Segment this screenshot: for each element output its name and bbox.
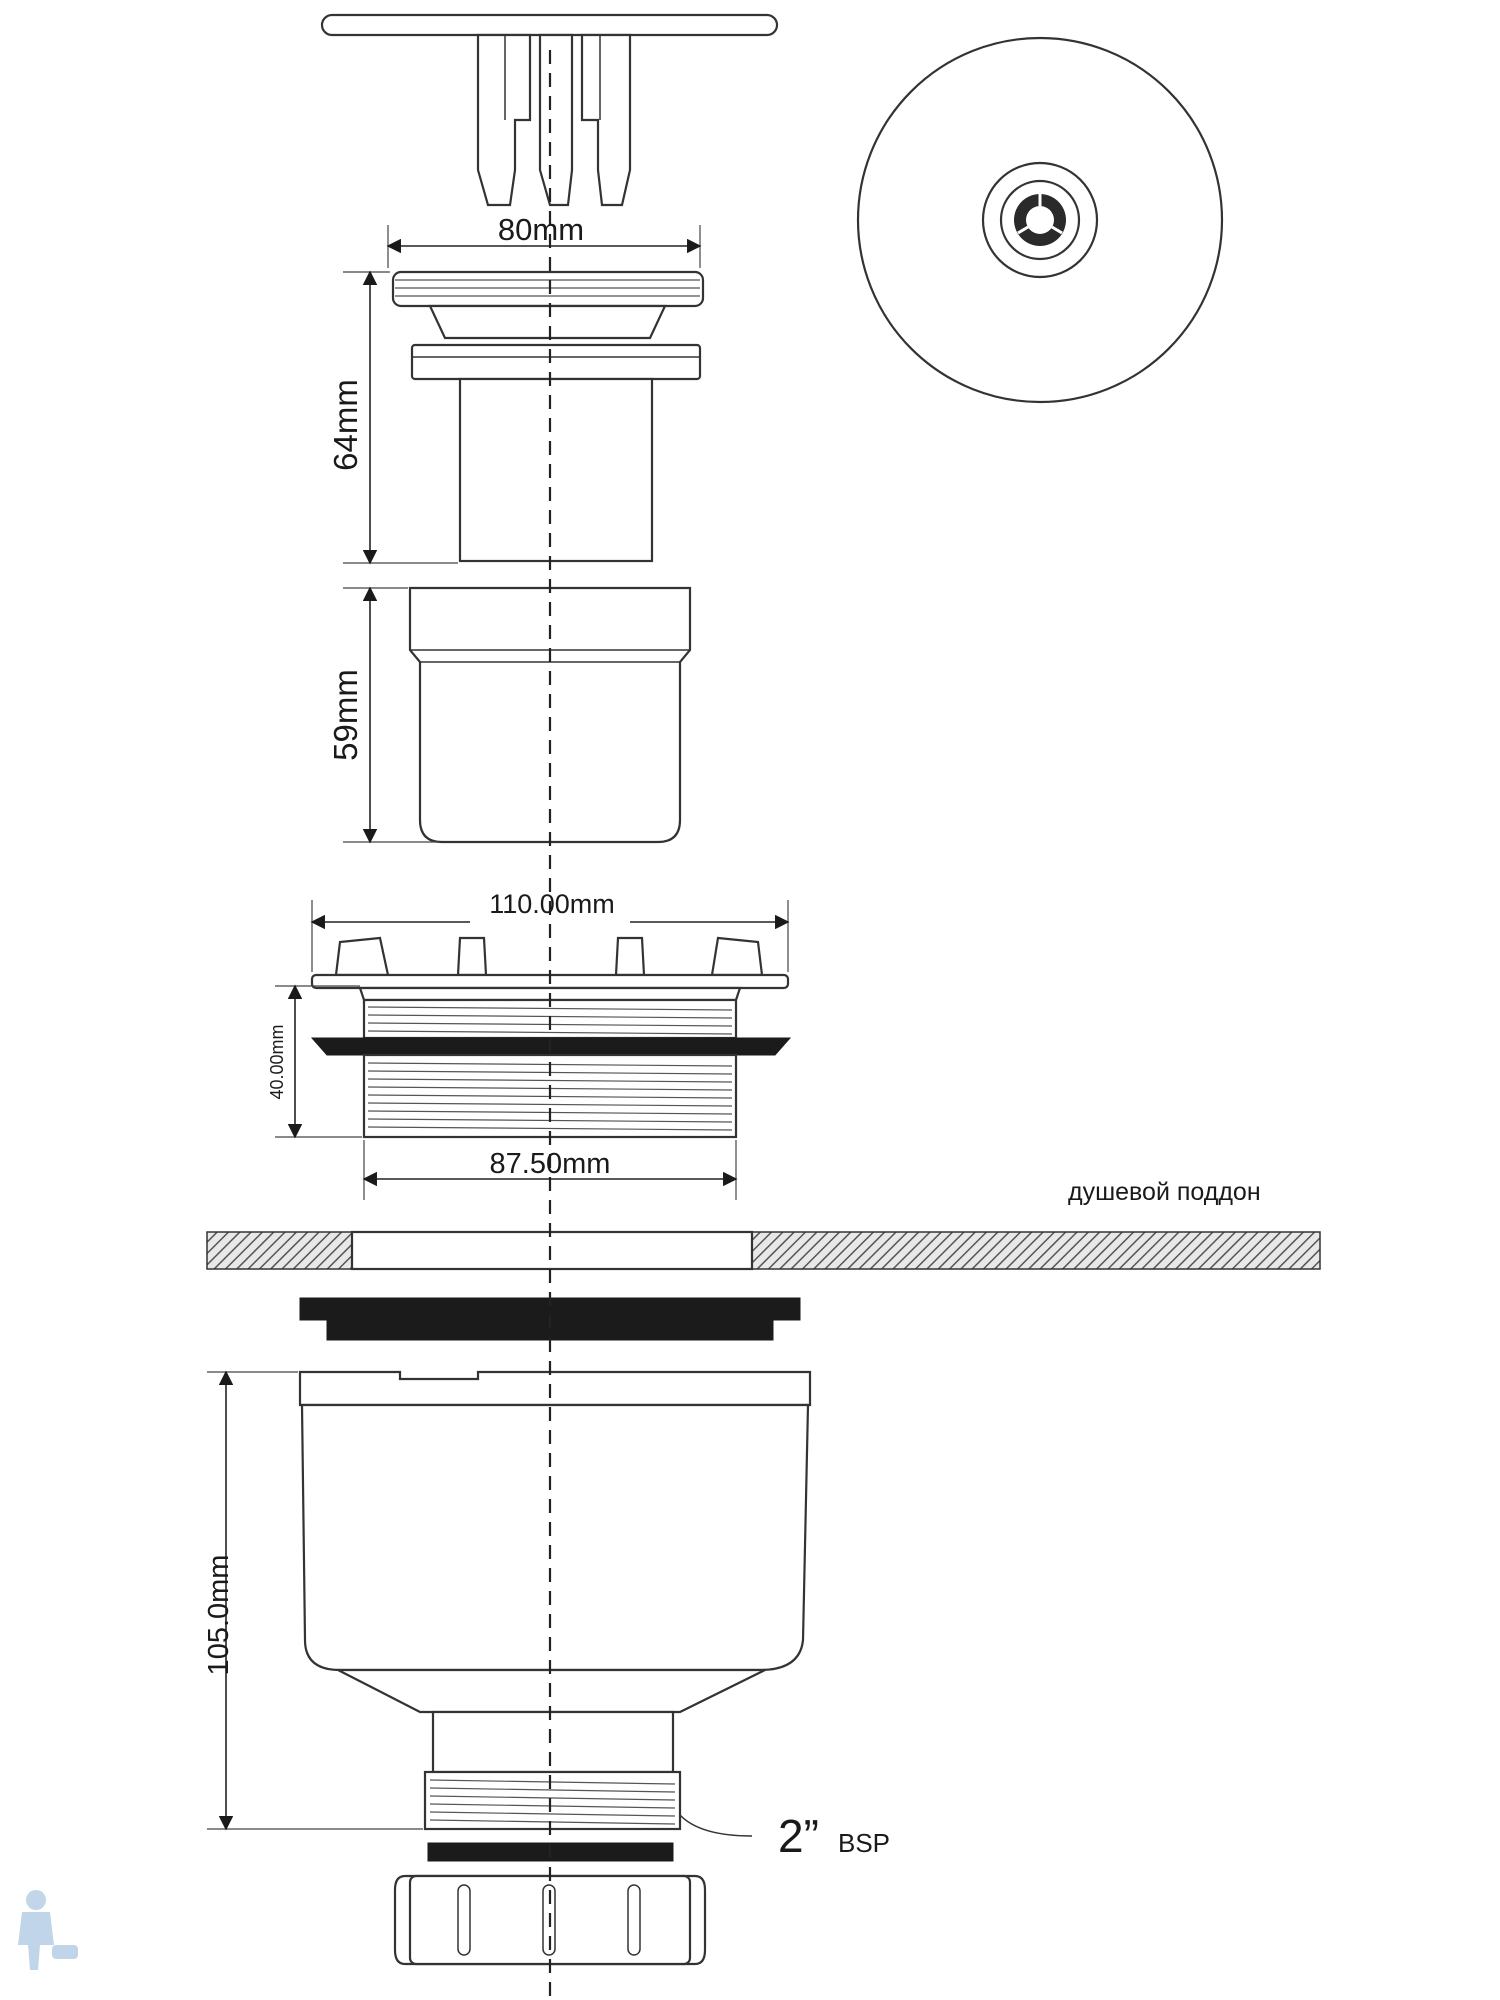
- dim-105-label: 105.0mm: [203, 1554, 235, 1676]
- plumber-icon: [18, 1890, 78, 1970]
- thread-spec-callout: [680, 1810, 890, 1862]
- drain-body: [300, 1372, 810, 1829]
- dimension-80mm: [388, 212, 700, 268]
- dim-40-label: 40.00mm: [267, 1024, 287, 1100]
- dim-80-label: 80mm: [497, 212, 585, 247]
- shower-tray-label: душевой поддон: [1068, 1178, 1261, 1206]
- dimension-87-5mm: [364, 1140, 736, 1200]
- dim-59-label: 59mm: [327, 669, 364, 761]
- dim-87-5-label: 87.50mm: [489, 1148, 611, 1180]
- shower-tray-section: [207, 1232, 1320, 1269]
- dim-64-label: 64mm: [327, 379, 364, 471]
- dim-110-label: 110.00mm: [489, 889, 615, 919]
- cover-cap-top-view: [858, 38, 1222, 402]
- dimension-40mm: [267, 986, 362, 1137]
- thread-size-label: 2”: [778, 1810, 819, 1862]
- threaded-flange: [312, 938, 790, 1137]
- grate-body: [393, 272, 703, 561]
- thread-type-label: BSP: [838, 1828, 891, 1858]
